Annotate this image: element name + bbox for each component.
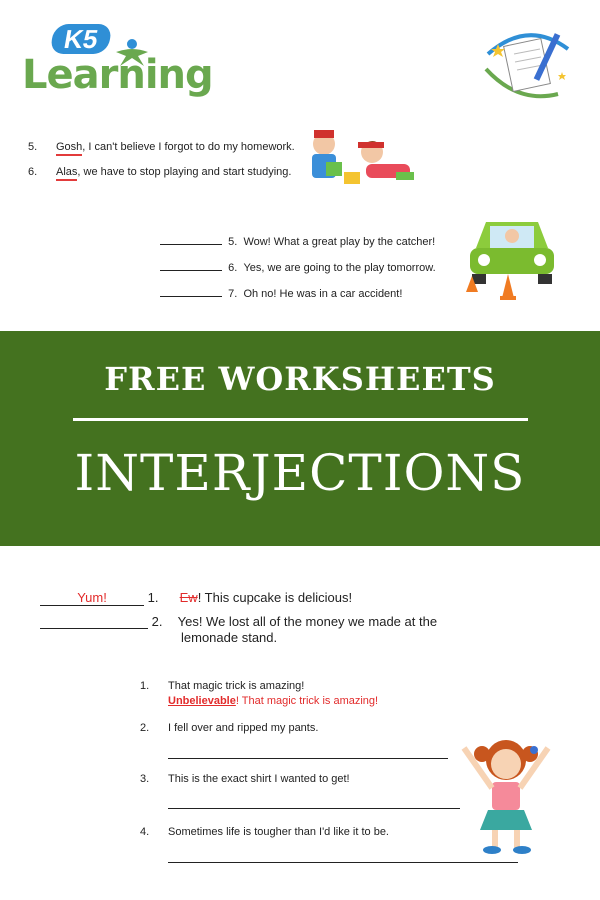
k5-badge: K5 xyxy=(49,24,112,54)
sentence-1-answer: Unbelievable! That magic trick is amazing! xyxy=(168,695,379,707)
answer-blank[interactable] xyxy=(40,614,148,629)
banner-subtitle: FREE WORKSHEETS xyxy=(104,360,496,398)
sentence-1: 1. That magic trick is amazing! xyxy=(140,680,305,692)
answer-blank[interactable]: Yum! xyxy=(40,590,144,606)
answer-line-3[interactable] xyxy=(168,808,460,809)
girl-illustration xyxy=(454,728,558,858)
logo-wordmark: Learning xyxy=(22,52,213,98)
fill-sentence-1: Yum! 1. Ew! This cupcake is delicious! xyxy=(40,590,352,606)
banner-divider xyxy=(73,418,528,421)
top-sentence-6: 6. Alas, we have to stop playing and start studying. xyxy=(28,166,291,178)
k5-learning-logo xyxy=(22,24,213,98)
blank-sentence-5: 5. Wow! What a great play by the catcher! xyxy=(160,234,435,248)
answer-blank[interactable] xyxy=(160,234,222,245)
fill-sentence-2-cont: lemonade stand. xyxy=(181,630,278,645)
answer-blank[interactable] xyxy=(160,286,222,297)
worksheet-pencil-icon xyxy=(478,24,578,104)
interjection-word: Alas xyxy=(56,166,77,181)
blank-sentence-6: 6. Yes, we are going to the play tomorrow. xyxy=(160,260,436,274)
struck-word: Ew xyxy=(179,590,198,605)
blank-sentence-7: 7. Oh no! He was in a car accident! xyxy=(160,286,402,300)
sentence-2: 2. I fell over and ripped my pants. xyxy=(140,722,319,734)
sentence-3: 3. This is the exact shirt I wanted to get! xyxy=(140,773,350,785)
sentence-4: 4. Sometimes life is tougher than I'd like it to be. xyxy=(140,826,389,838)
top-sentence-5: 5. Gosh, I can't believe I forgot to do my homework. xyxy=(28,141,295,153)
kids-reading-illustration xyxy=(296,126,420,194)
answer-blank[interactable] xyxy=(160,260,222,271)
banner-title: INTERJECTIONS xyxy=(74,444,526,502)
answer-line-4[interactable] xyxy=(168,862,518,863)
star-figure-icon xyxy=(114,36,150,66)
interjection-word: Gosh xyxy=(56,141,82,156)
fill-sentence-2: 2. Yes! We lost all of the money we made at the xyxy=(40,614,437,629)
car-accident-illustration xyxy=(462,208,562,304)
answer-line-2[interactable] xyxy=(168,758,448,759)
